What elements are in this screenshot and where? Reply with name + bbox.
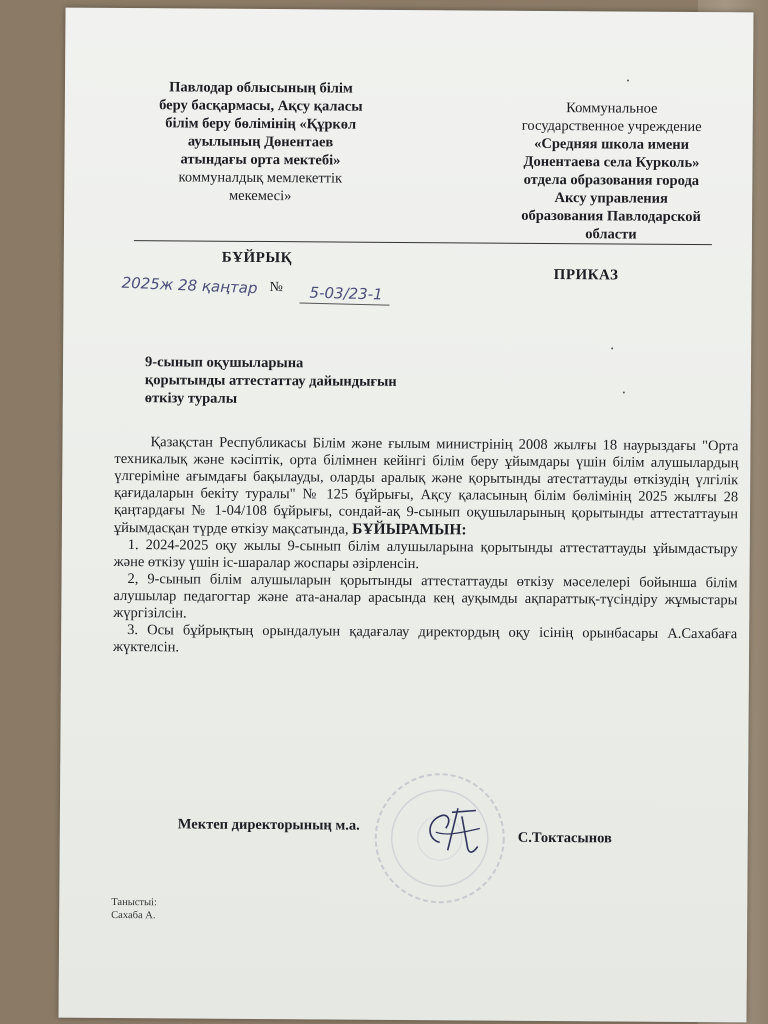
signatory-name: С.Токтасынов — [517, 829, 612, 847]
doc-title-russian: ПРИКАЗ — [553, 267, 619, 284]
header-left-line: білім беру бөлімінің «Құркөл — [165, 115, 357, 133]
preamble-paragraph — [114, 434, 739, 541]
subject-line: өткізу туралы — [144, 390, 238, 407]
order-item-3: 3. Осы бұйрықтың орындалуын қадағалау директордың оқу ісінің орынбасары А.Сахабаға жүктелсін. — [113, 622, 738, 656]
subject-line: қорытынды аттестаттау дайындығын — [144, 372, 397, 390]
header-right-line: Аксу управления — [554, 190, 668, 207]
acknowledgement-name: Сахаба А. — [111, 909, 156, 922]
header-left-line: атындағы орта мектебі» — [180, 151, 341, 169]
paper-speck — [623, 392, 625, 394]
header-left-line: беру басқармасы, Ақсу қаласы — [159, 97, 363, 115]
header-right-russian — [482, 99, 741, 245]
header-right-line: государственное учреждение — [521, 117, 702, 136]
order-word: БҰЙЫРАМЫН: — [352, 520, 467, 539]
header-left-line: Павлодар облысының білім — [169, 79, 353, 97]
header-right-line: области — [585, 226, 637, 243]
header-left-line: ауылының Дөнентаев — [187, 133, 334, 151]
number-sign: № — [269, 280, 283, 296]
order-body — [113, 434, 739, 660]
order-item-1: 1. 2024-2025 оқу жылы 9-сынып білім алушыларына қорытынды аттестаттауды ұйымдастыру және өткізу үшін іс-шаралар жоспары әзірленсін. — [113, 537, 738, 573]
acknowledgement-note — [111, 896, 157, 922]
header-right-line: отдела образования города — [523, 171, 700, 190]
header-left-kazakh — [126, 78, 395, 206]
document-page — [58, 8, 753, 1023]
doc-title-kazakh: БҰЙРЫҚ — [221, 249, 293, 267]
director-signature — [418, 802, 488, 862]
header-left-line: мекемесі» — [228, 187, 292, 205]
subject-line: 9-сынып оқушыларына — [145, 354, 304, 372]
header-right-line: образования Павлодарской — [521, 207, 701, 226]
paper-speck — [627, 80, 629, 82]
order-item-2: 2, 9-сынып білім алушыларын қорытынды аттестаттауды өткізу мәселелері бойынша білім алушылар педагогтар және ата-аналар арасында кең ауқымды ақпараттық-түсіндіру жұмыстары жүргізілсін. — [113, 571, 738, 622]
handwritten-date: 2025ж 28 қаңтар — [121, 273, 258, 298]
header-right-line: «Средняя школа имени — [534, 135, 690, 153]
header-right-line: Коммунальное — [566, 100, 658, 117]
header-left-line: коммуналдық мемлекеттік — [178, 169, 343, 187]
preamble-text: Қазақстан Республикасы Білім және ғылым министрінің 2008 жылғы 18 наурыздағы "Орта техникалық және кәсіптік, орта білімнен кейінгі білім беру ұйымдары үшін білім алушылардың үлгеріміне ағымдағы бақылауды, оларды аралық және қорытынды атестаттауды өткізудің үлгілік қағидаларын бекіту туралы" № 125 бұйрығы, Ақсу қаласының білім бөлімінің 2025 жылғы 28 қаңтардағы № 1-04/108 бұйрығы, сондай-ақ 9-сынып оқушыларының қорытынды аттестаттауын ұйымдасқан түрде өткізу мақсатында, — [113, 434, 739, 538]
handwritten-order-number: 5-03/23-1 — [309, 283, 383, 304]
acknowledgement-label: Таныстыі: — [111, 896, 157, 909]
paper-speck — [611, 347, 613, 349]
header-right-line: Донентаева села Курколь» — [523, 153, 700, 172]
order-subject — [145, 353, 465, 409]
signature-label: Мектеп директорының м.а. — [177, 816, 360, 834]
